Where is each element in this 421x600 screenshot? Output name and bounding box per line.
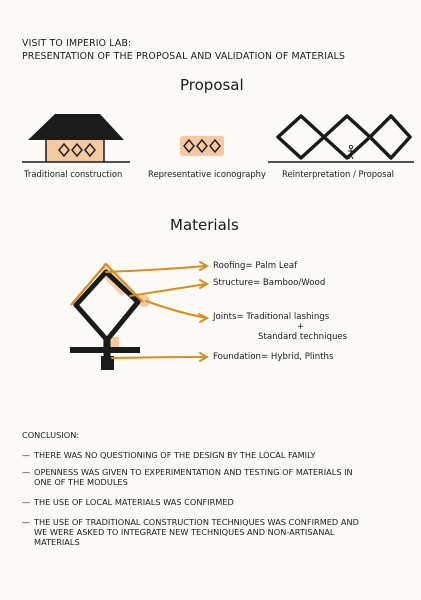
- label-joints-plus: +: [297, 322, 305, 332]
- label-foundation: Foundation= Hybrid, Plinths: [213, 352, 334, 362]
- arrow-joints: [146, 301, 206, 318]
- conclusion-item: [22, 450, 367, 462]
- arrow-foundation: [112, 357, 206, 358]
- caption-representative-iconography: Representative iconography: [148, 169, 266, 179]
- conclusion-item: [22, 517, 367, 549]
- dash-bullet: —: [22, 450, 31, 460]
- header-line-1: VISIT TO IMPERIO LAB:: [22, 38, 132, 49]
- caption-reinterpretation-proposal: Reinterpretation / Proposal: [282, 169, 394, 179]
- dash-bullet: —: [22, 517, 31, 527]
- proposal-title: Proposal: [180, 76, 244, 94]
- dash-bullet: —: [22, 467, 31, 477]
- conclusion-item-text: THE USE OF LOCAL MATERIALS WAS CONFIRMED: [34, 497, 234, 507]
- conclusion-item: [22, 497, 367, 509]
- conclusion-item-text: OPENNESS WAS GIVEN TO EXPERIMENTATION AND TESTING OF MATERIALS IN ONE OF THE MODULES: [34, 467, 353, 488]
- arrow-structure: [130, 284, 206, 296]
- materials-diagram: [70, 262, 207, 370]
- arrow-roofing: [106, 266, 206, 272]
- dash-bullet: —: [22, 497, 31, 507]
- label-joints: Joints= Traditional lashings: [213, 312, 330, 322]
- materials-title: Materials: [170, 216, 239, 234]
- traditional-hut-drawing: [22, 114, 130, 162]
- conclusion-heading: CONCLUSION:: [22, 430, 80, 440]
- caption-traditional-construction: Traditional construction: [24, 169, 123, 179]
- header-line-2: PRESENTATION OF THE PROPOSAL AND VALIDATION OF MATERIALS: [22, 51, 346, 62]
- conclusion-item-text: THE USE OF TRADITIONAL CONSTRUCTION TECHNIQUES WAS CONFIRMED AND WE WERE ASKED TO INTEGRATE NEW TECHNIQUES AND NON-ARTISANAL MATERIALS: [34, 517, 359, 548]
- conclusion-item-text: THERE WAS NO QUESTIONING OF THE DESIGN BY THE LOCAL FAMILY: [34, 450, 316, 460]
- reinterpretation-drawing: [268, 116, 414, 162]
- iconography-drawing: [180, 136, 224, 156]
- conclusion-item: [22, 467, 367, 489]
- label-structure: Structure= Bamboo/Wood: [213, 278, 326, 288]
- label-joints-standard: Standard techniques: [258, 332, 348, 342]
- label-roofing: Roofing= Palm Leaf: [213, 261, 298, 271]
